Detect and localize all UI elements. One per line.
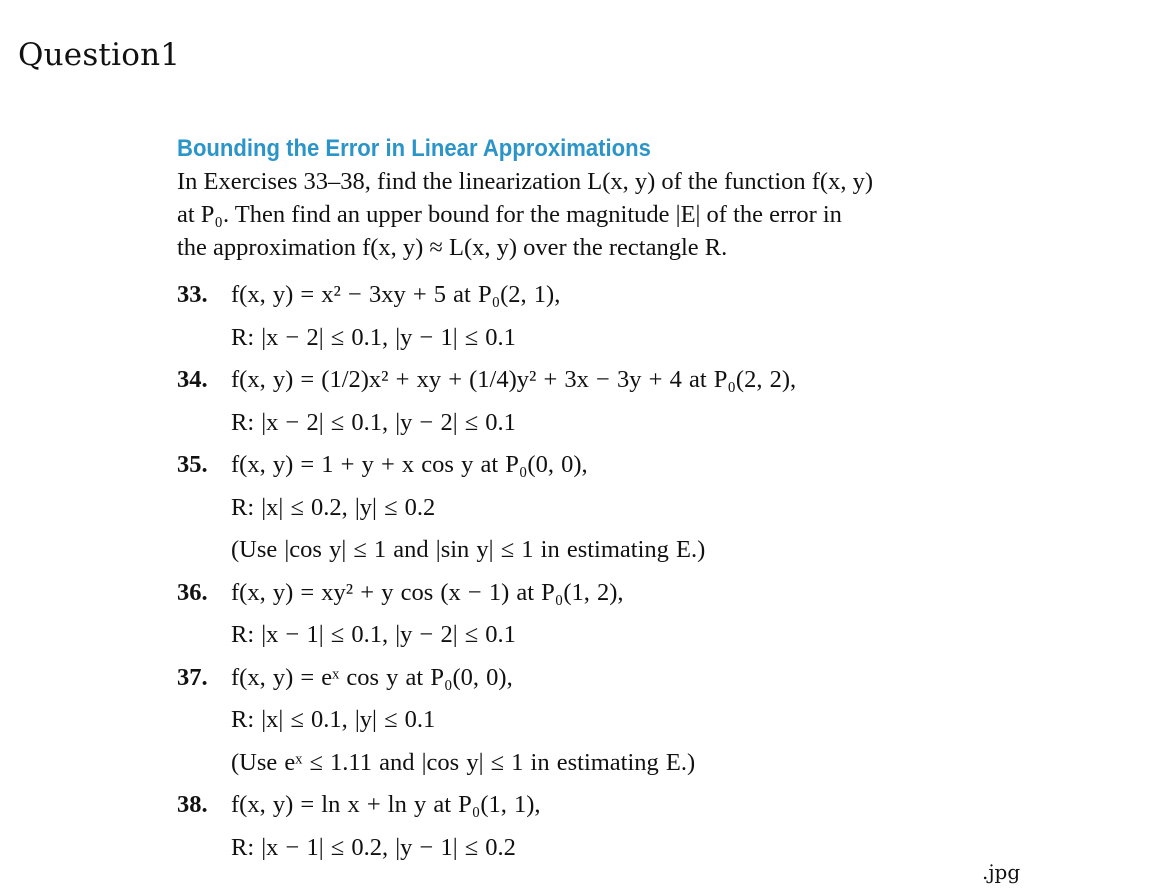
exercise-function: f(x, y) = x² − 3xy + 5 at P₀(2, 1),	[231, 281, 561, 308]
exercise-number: 33.	[177, 281, 208, 308]
exercise-38	[177, 784, 1077, 869]
exercise-35	[177, 444, 1077, 572]
intro-line: at P₀. Then find an upper bound for the magnitude |E| of the error in	[177, 201, 842, 229]
file-extension-label: .jpg	[982, 860, 1021, 884]
exercise-function: f(x, y) = 1 + y + x cos y at P₀(0, 0),	[231, 451, 588, 478]
exercise-number: 37.	[177, 663, 208, 691]
textbook-excerpt	[177, 132, 1077, 869]
exercise-function: f(x, y) = eˣ cos y at P₀(0, 0),	[231, 663, 513, 691]
exercise-hint: (Use |cos y| ≤ 1 and |sin y| ≤ 1 in estimating E.)	[231, 536, 706, 563]
exercise-number: 34.	[177, 366, 208, 393]
exercise-region: R: |x − 2| ≤ 0.1, |y − 1| ≤ 0.1	[231, 323, 516, 351]
exercise-number: 35.	[177, 451, 208, 478]
exercise-region: R: |x| ≤ 0.2, |y| ≤ 0.2	[231, 493, 436, 521]
exercise-number: 36.	[177, 578, 208, 606]
exercise-36	[177, 572, 1077, 657]
exercise-number: 38.	[177, 791, 208, 818]
exercise-region: R: |x − 1| ≤ 0.1, |y − 2| ≤ 0.1	[231, 621, 516, 648]
exercise-function: f(x, y) = (1/2)x² + xy + (1/4)y² + 3x − 3y + 4 at P₀(2, 2),	[231, 366, 797, 393]
exercise-37	[177, 657, 1077, 785]
intro-line: the approximation f(x, y) ≈ L(x, y) over the rectangle R.	[177, 234, 728, 262]
exercise-function: f(x, y) = ln x + ln y at P₀(1, 1),	[231, 791, 541, 818]
intro-line: In Exercises 33–38, find the linearization L(x, y) of the function f(x, y)	[177, 168, 873, 196]
exercise-region: R: |x| ≤ 0.1, |y| ≤ 0.1	[231, 706, 436, 733]
question-title: Question1	[18, 37, 181, 73]
exercise-region: R: |x − 1| ≤ 0.2, |y − 1| ≤ 0.2	[231, 833, 516, 861]
section-heading: Bounding the Error in Linear Approximations	[177, 135, 651, 162]
exercise-function: f(x, y) = xy² + y cos (x − 1) at P₀(1, 2),	[231, 578, 624, 606]
exercise-hint: (Use eˣ ≤ 1.11 and |cos y| ≤ 1 in estimating E.)	[231, 748, 696, 776]
exercise-34	[177, 359, 1077, 444]
exercise-33	[177, 274, 1077, 359]
exercise-region: R: |x − 2| ≤ 0.1, |y − 2| ≤ 0.1	[231, 408, 516, 436]
